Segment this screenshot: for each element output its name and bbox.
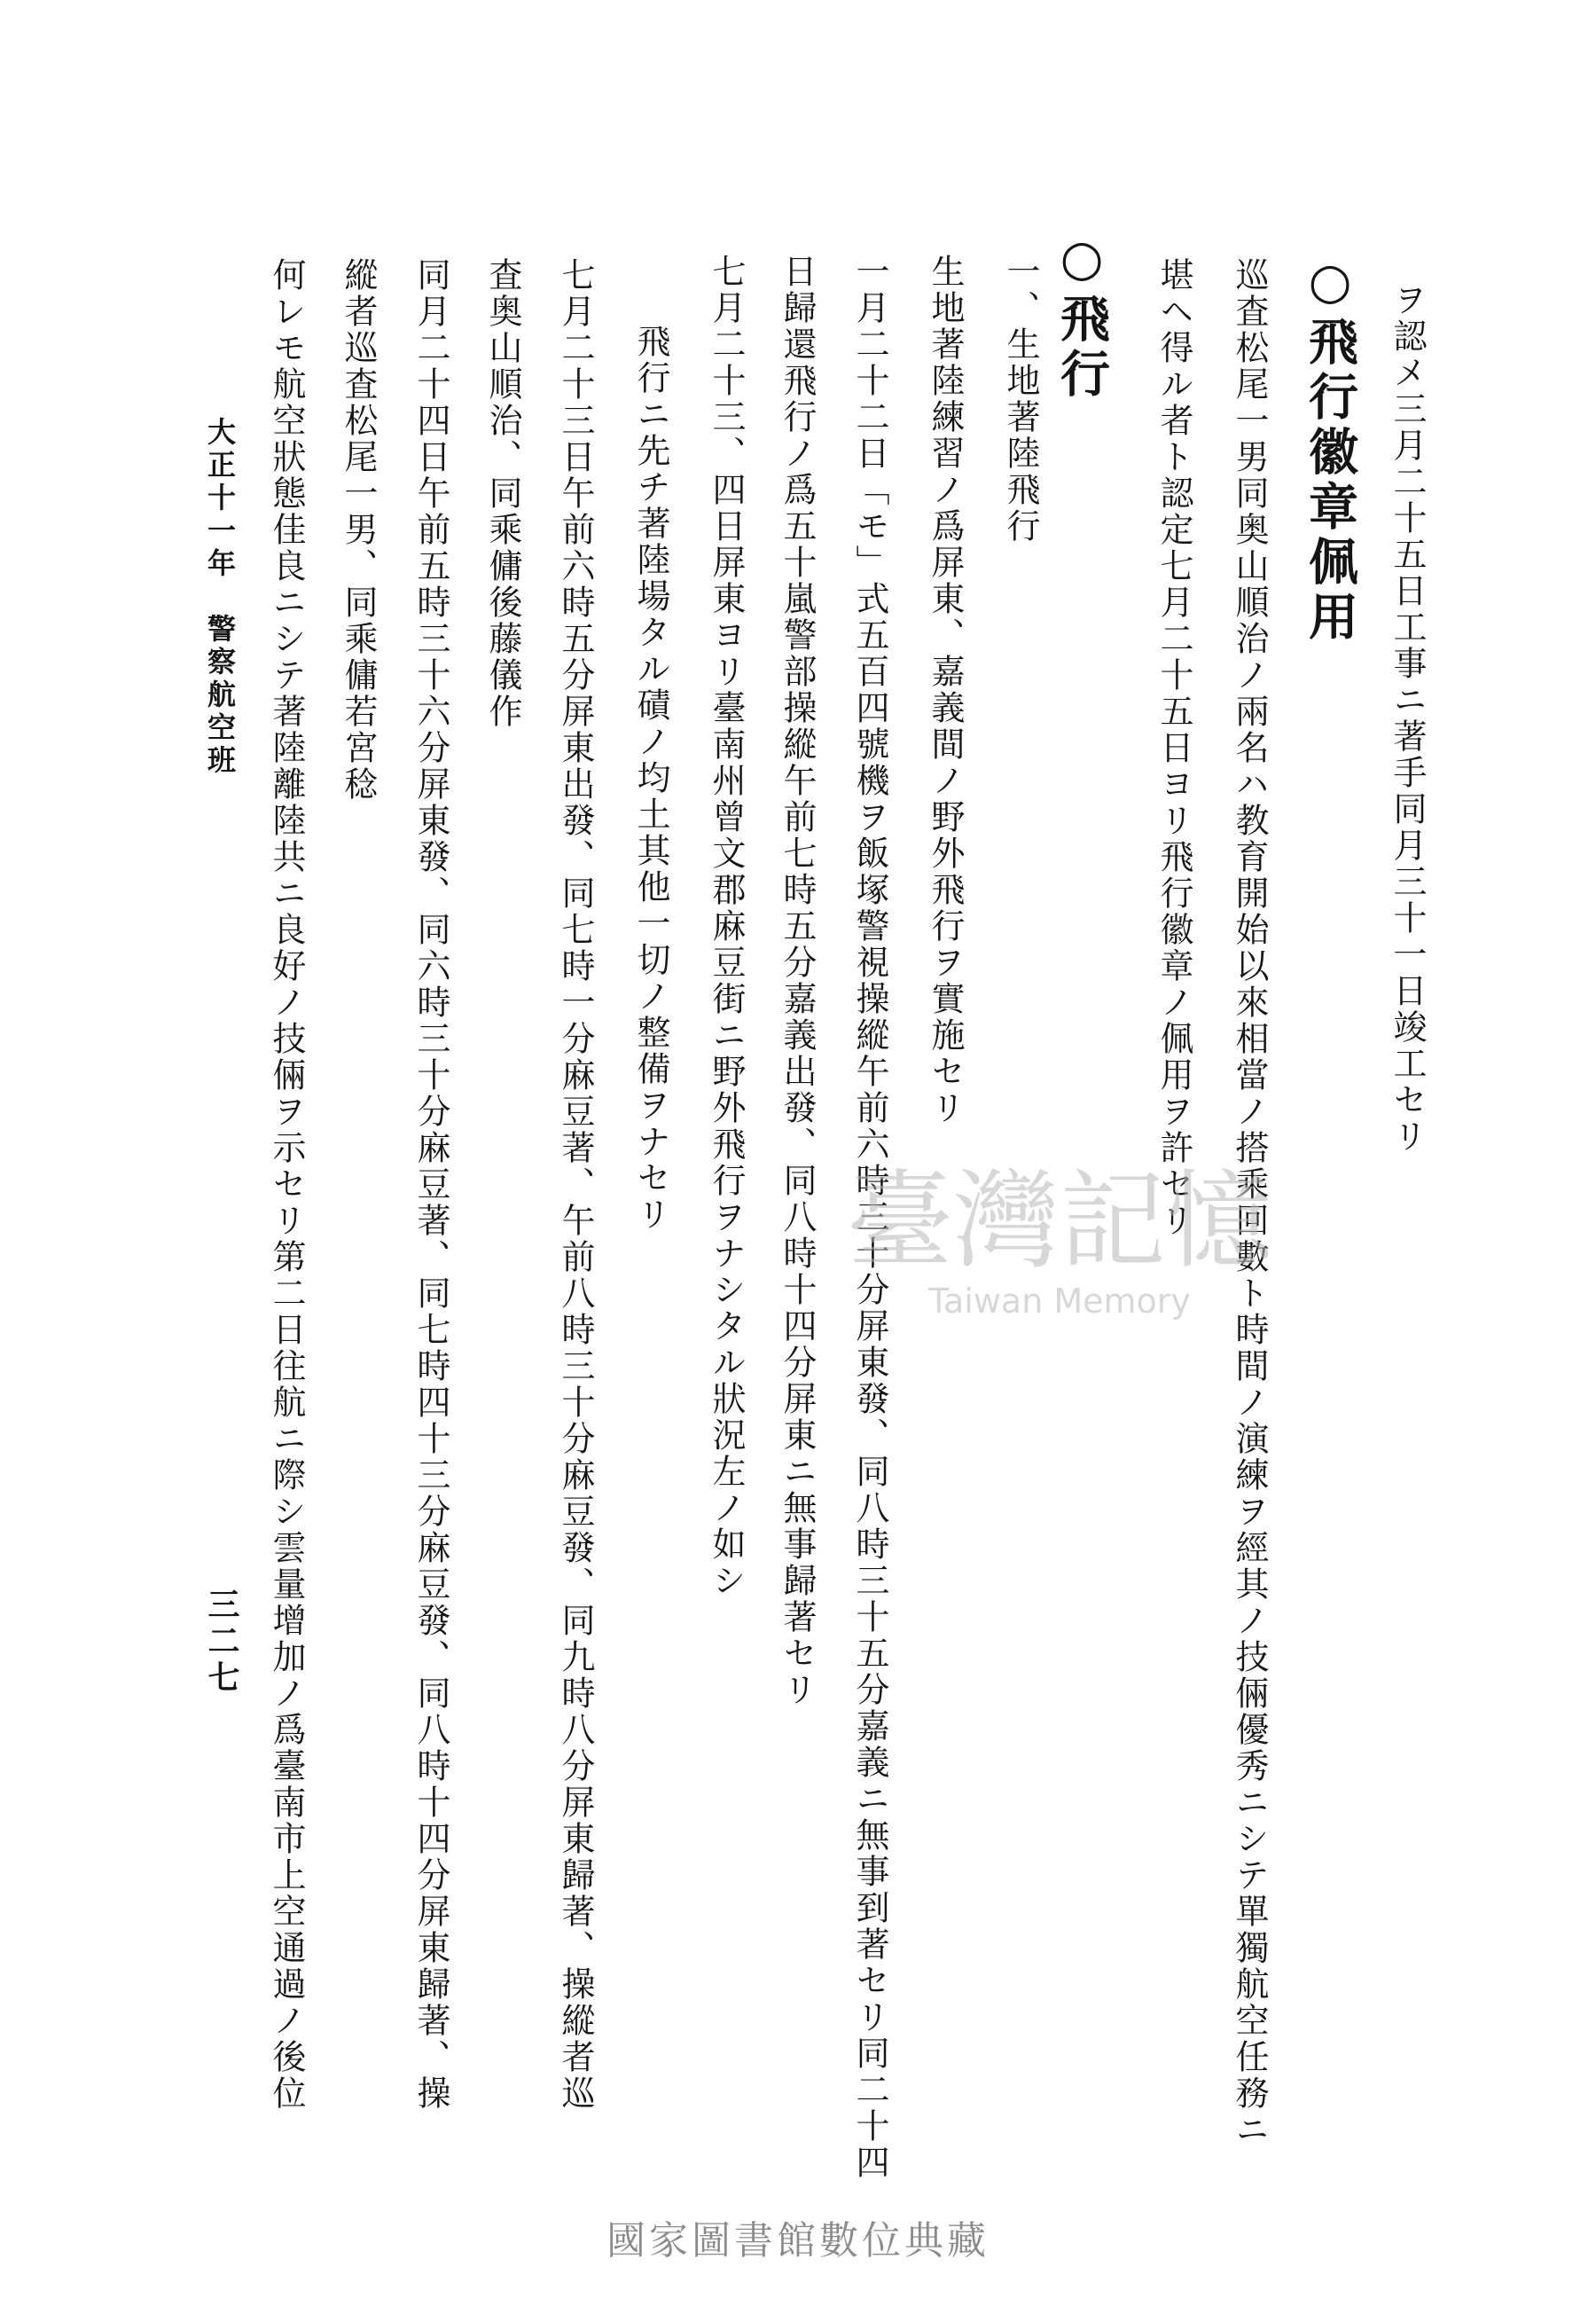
text-column: 何レモ航空狀態佳良ニシテ著陸離陸共ニ良好ノ技倆ヲ示セリ第二日往航ニ際シ雲量增加ノ爲臺南市上空通過ノ後位 — [267, 257, 306, 2112]
running-title: 大正十一年 警察航空班 — [203, 417, 237, 778]
text-column: 日歸還飛行ノ爲五十嵐警部操縱午前七時五分嘉義出發、同八時十四分屏東ニ無事歸著セリ — [778, 254, 817, 1708]
section-heading: ○飛行徽章佩用 — [1301, 252, 1359, 646]
text-column: 巡査松尾一男同奥山順治ノ兩名ハ教育開始以來相當ノ搭乘回數ト時間ノ演練ヲ經其ノ技倆優秀ニシテ單獨航空任務ニ — [1230, 257, 1269, 2148]
text-column: ヲ認メ三月二十五日工事ニ著手同月三十一日竣工セリ — [1388, 282, 1427, 1155]
text-column: 飛行ニ先チ著陸場タル磧ノ均土其他一切ノ整備ヲナセリ — [631, 324, 670, 1233]
text-column: 七月二十三日午前六時五分屏東出發、同七時一分麻豆著、午前八時三十分麻豆發、同九時八分屏東歸著、操縱者巡 — [556, 257, 595, 2112]
subsection-heading: 一、生地著陸飛行 — [1001, 254, 1040, 545]
text-column: 堪ヘ得ル者ト認定七月二十五日ヨリ飛行徽章ノ佩用ヲ許セリ — [1154, 257, 1193, 1239]
watermark-subtext: Taiwan Memory — [928, 1282, 1191, 1321]
text-column: 七月二十三、四日屏東ヨリ臺南州曾文郡麻豆街ニ野外飛行ヲナシタル狀況左ノ如シ — [707, 254, 746, 1599]
text-column: 査奥山順治、同乘傭後藤儀作 — [483, 257, 522, 730]
text-column: 生地著陸練習ノ爲屏東、嘉義間ノ野外飛行ヲ實施セリ — [926, 254, 965, 1126]
watermark-text: 臺灣記憶 — [847, 1160, 1272, 1283]
archive-footer: 國家圖書館數位典藏 — [606, 2218, 990, 2263]
text-column: 縱者巡査松尾一男、同乘傭若宮稔 — [339, 257, 378, 803]
section-heading: ○飛行 — [1052, 229, 1111, 403]
page-number: 三二七 — [203, 1588, 240, 1697]
text-column: 同月二十四日午前五時三十六分屏東發、同六時三十分麻豆著、同七時四十三分麻豆發、同八時十四分屏東歸著、操 — [411, 257, 450, 2112]
watermark-logo — [811, 1153, 1308, 1330]
text-column: 一月二十二日「モ」式五百四號機ヲ飯塚警視操縱午前六時三十分屏東發、同八時三十五分嘉義ニ無事到著セリ同二十四 — [850, 254, 889, 2181]
